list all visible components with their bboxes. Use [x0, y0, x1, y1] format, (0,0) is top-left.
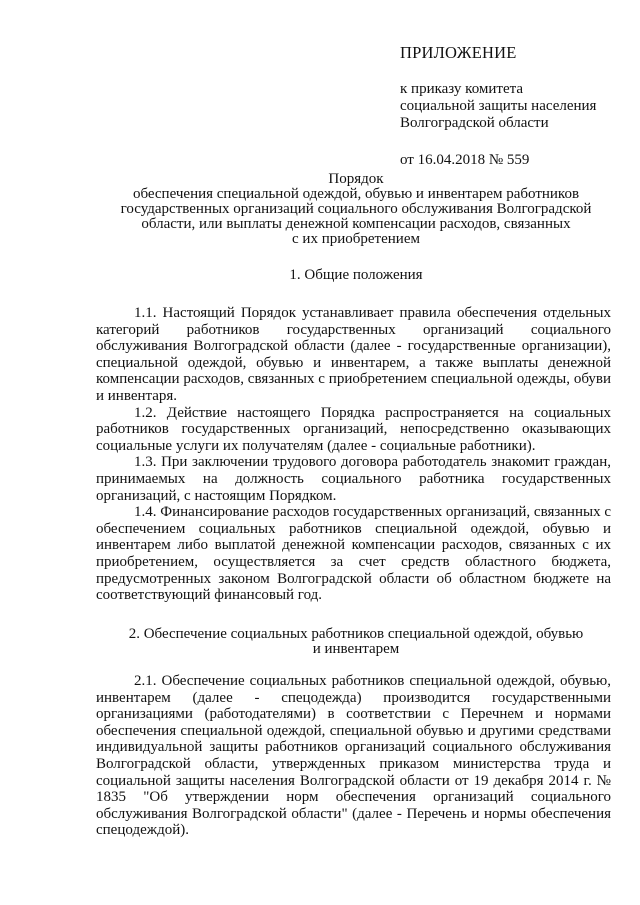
section-heading-line: 1. Общие положения: [289, 267, 423, 283]
appendix-title: ПРИЛОЖЕНИЕ: [400, 43, 517, 62]
appendix-line: Волгоградской области: [400, 115, 549, 131]
paragraph-1-2: 1.2. Действие настоящего Порядка распространяется на социальных работников государственных организаций, непосредственно оказывающих социальные услуги их получателям (далее - социальные работники).: [96, 404, 611, 454]
section-1-body: [96, 305, 611, 604]
paragraph-1-4: 1.4. Финансирование расходов государственных организаций, связанных с обеспечением социальных работников специальной одеждой, обувью и инвентарем либо выплатой денежной компенсации расходов, связанных с их приобретением, осуществляется за счет средств областного бюджета, предусмотренных законом Волгоградской области об областном бюджете на соответствующий финансовый год.: [96, 504, 611, 604]
section-heading-2: [96, 627, 616, 657]
paragraph-1-1: 1.1. Настоящий Порядок устанавливает правила обеспечения отдельных категорий работников государственных организаций социального обслуживания Волгоградской области (далее - государственные организации), специальной одеждой, обувью и инвентарем, а также выплаты денежной компенсации расходов, связанных с приобретением специальной одежды, обуви и инвентаря.: [96, 305, 611, 404]
appendix-block: [400, 44, 630, 169]
document-title-line: обеспечения специальной одеждой, обувью и инвентарем работников: [132, 186, 580, 202]
paragraph-1-3: 1.3. При заключении трудового договора работодатель знакомит граждан, принимаемых на должность социального работника государственных организаций, с настоящим Порядком.: [96, 454, 611, 504]
paragraph-2-1: 2.1. Обеспечение социальных работников специальной одеждой, обувью, инвентарем (далее - спецодежда) производится государственными организациями (работодателями) в соответствии с Перечнем и нормами обеспечения специальной одеждой, специальной обувью и другими средствами индивидуальной защиты работников организаций социального обслуживания Волгоградской области, утвержденных приказом министерства труда и социальной защиты населения Волгоградской области от 19 декабря 2014 г. № 1835 "Об утверждении норм обеспечения организаций социального обслуживания Волгоградской области" (далее - Перечень и нормы обеспечения спецодеждой).: [96, 673, 611, 839]
section-heading-1: [96, 268, 616, 283]
section-heading-line: 2. Обеспечение социальных работников специальной одеждой, обувью: [128, 626, 584, 642]
document-title: [96, 172, 616, 247]
document-title-line: государственных организаций социального обслуживания Волгоградской: [120, 201, 592, 217]
appendix-line: социальной защиты населения: [400, 98, 597, 114]
section-heading-line: и инвентарем: [312, 641, 400, 657]
appendix-date-number: от 16.04.2018 № 559: [400, 152, 530, 168]
appendix-line: к приказу комитета: [400, 81, 524, 97]
document-title-line: области, или выплаты денежной компенсации расходов, связанных: [141, 216, 571, 232]
document-title-line: с их приобретением: [292, 231, 420, 247]
document-title-line: Порядок: [328, 171, 384, 187]
section-2-body: [96, 673, 611, 839]
